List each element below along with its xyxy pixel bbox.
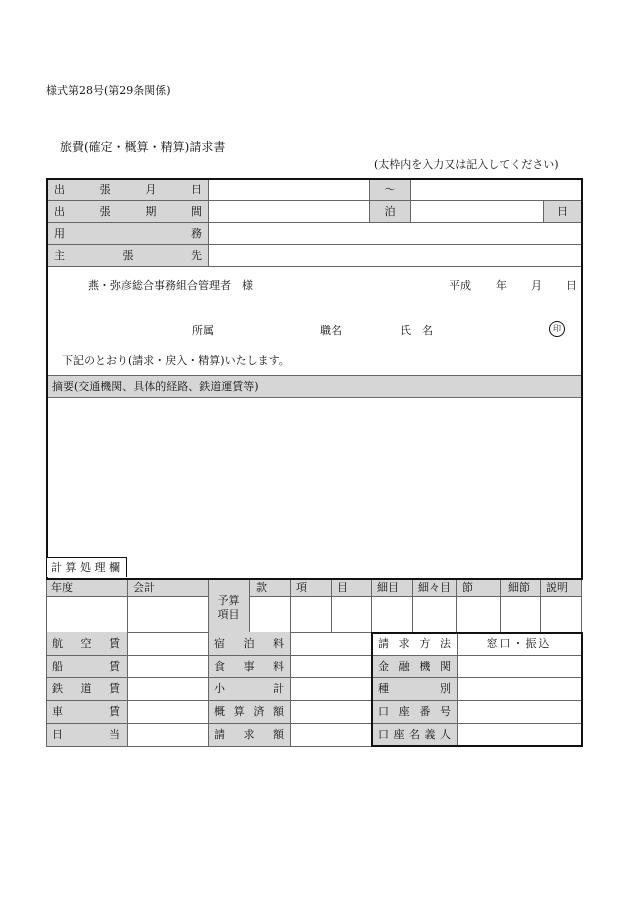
col-saimoku: 細目 — [377, 581, 399, 594]
account-number-label: 口 座 番 号 — [378, 705, 451, 718]
calc-tab: 計 算 処 理 欄 — [47, 557, 127, 577]
position-label: 職名 — [320, 324, 342, 337]
nights-unit: 泊 — [384, 205, 396, 218]
account-type-label: 種 別 — [378, 682, 451, 695]
request-text: 下記のとおり(請求・戻入・精算)いたします。 — [62, 354, 290, 367]
cost-shipfare-label: 船 賃 — [52, 660, 120, 673]
month-unit: 月 — [531, 279, 542, 292]
bank-label: 金 融 機 関 — [378, 660, 451, 673]
day-unit: 日 — [566, 279, 577, 292]
cost-railfare-label: 鉄 道 賃 — [52, 682, 120, 695]
year-unit: 年 — [496, 279, 507, 292]
cost-lodging-label: 宿 泊 料 — [214, 637, 284, 650]
seal-mark: 印 — [549, 321, 565, 337]
destination-label: 主 張 先 — [54, 249, 202, 262]
col-setsumei: 説明 — [546, 581, 568, 594]
affiliation-label: 所属 — [192, 324, 214, 337]
main-thick-frame — [46, 178, 583, 580]
cost-subtotal-label: 小 計 — [214, 682, 284, 695]
purpose-label: 用 務 — [54, 227, 202, 240]
date-separator: ～ — [384, 183, 396, 196]
col-moku: 目 — [337, 581, 348, 594]
days-unit: 日 — [557, 205, 568, 218]
summary-label: 摘要(交通機関、具体的経路、鉄道運賃等) — [52, 380, 259, 393]
cost-advance-label: 概 算 済 額 — [214, 705, 284, 718]
form-title: 旅費(確定・概算・精算)請求書 — [60, 140, 226, 154]
cost-airfare-label: 航 空 賃 — [52, 637, 120, 650]
col-year: 年度 — [51, 581, 73, 594]
name-label: 氏 名 — [400, 324, 433, 337]
col-saisetsu: 細節 — [508, 581, 530, 594]
col-kan: 款 — [256, 581, 267, 594]
form-number: 様式第28号(第29条関係) — [46, 84, 171, 97]
payment-method-label: 請 求 方 法 — [378, 637, 451, 650]
account-holder-label: 口 座 名 義 人 — [378, 728, 451, 741]
era-label: 平成 — [449, 279, 471, 292]
payment-thick-frame — [371, 632, 583, 747]
col-account: 会計 — [133, 581, 155, 594]
instruction-text: (太枠内を入力又は記入してください) — [374, 158, 559, 171]
col-budget-item: 予算 項目 — [217, 594, 240, 622]
col-kou: 項 — [296, 581, 307, 594]
cost-meal-label: 食 事 料 — [214, 660, 284, 673]
cost-claim-label: 請 求 額 — [214, 728, 284, 741]
col-setsu: 節 — [462, 581, 473, 594]
addressee: 燕・弥彦総合事務組合管理者 様 — [88, 279, 253, 292]
payment-method-value[interactable]: 窓口・振込 — [486, 637, 552, 650]
cost-carfare-label: 車 賃 — [52, 705, 120, 718]
trip-date-label: 出 張 月 日 — [54, 183, 202, 196]
col-saisaimoku: 細々目 — [418, 581, 451, 594]
cost-daily-label: 日 当 — [52, 728, 120, 741]
trip-period-label: 出 張 期 間 — [54, 205, 202, 218]
